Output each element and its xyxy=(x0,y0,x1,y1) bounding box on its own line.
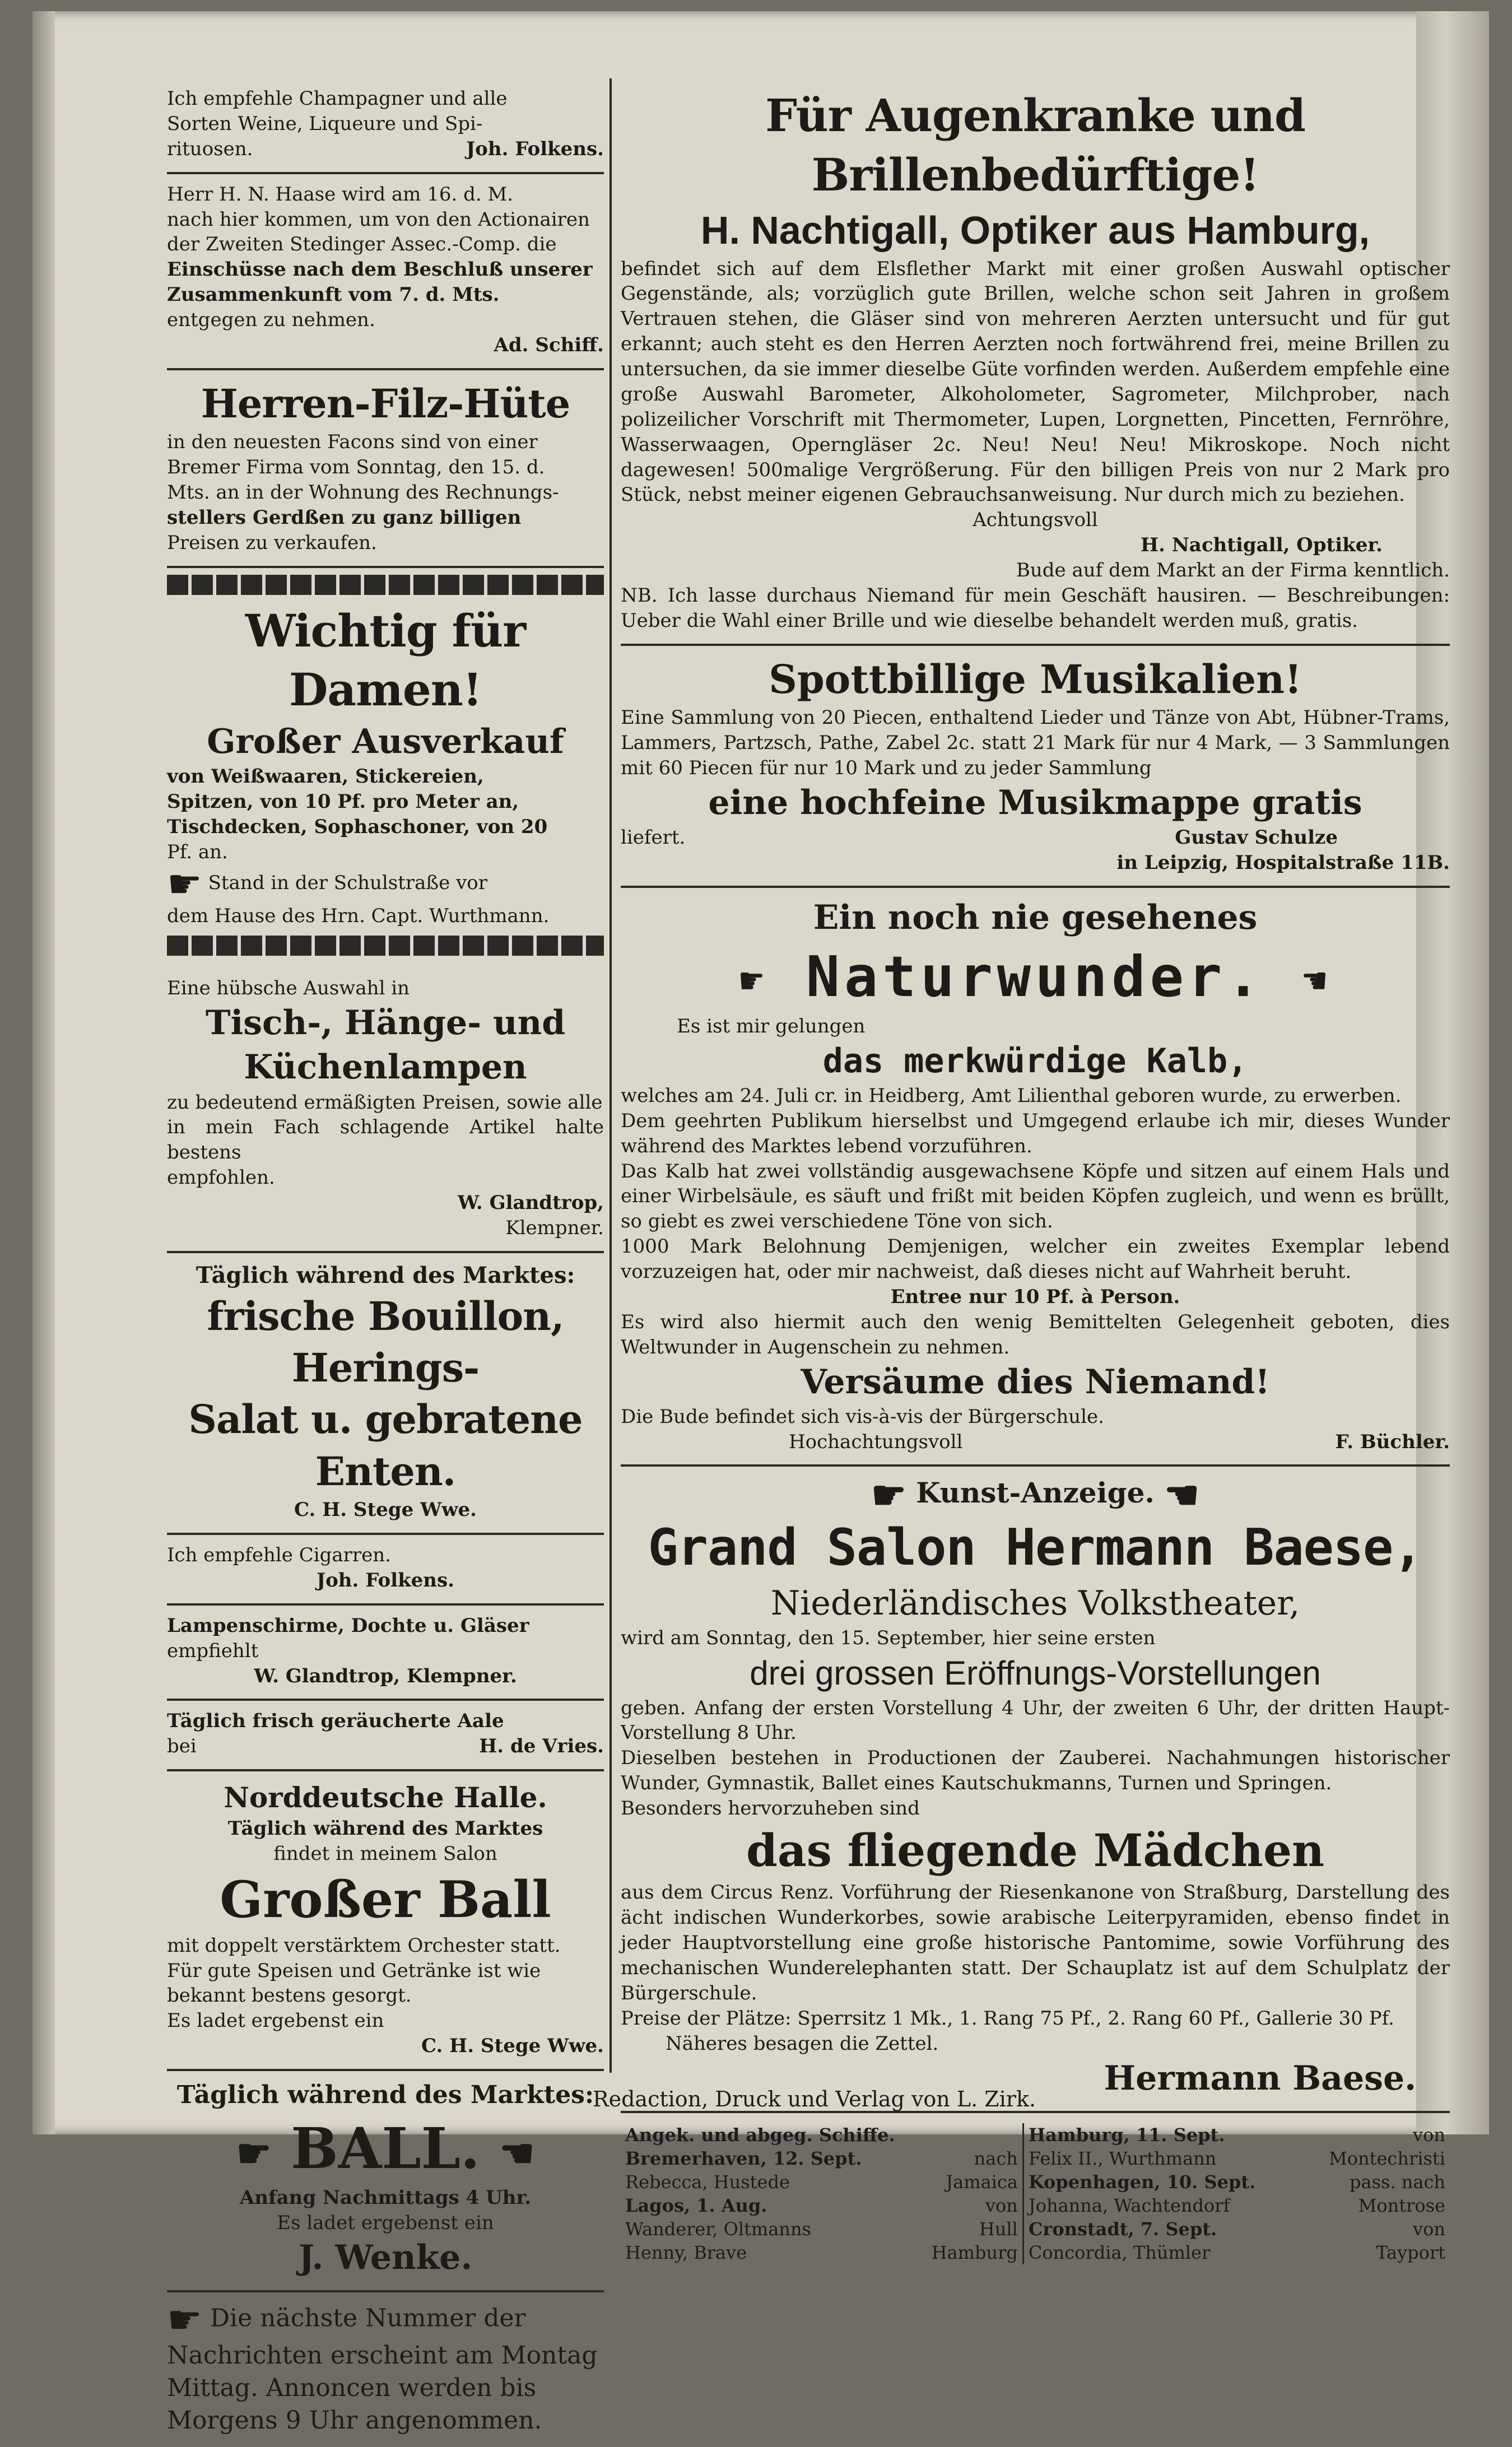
table-cell: Lagos, 1. Aug. xyxy=(625,2194,767,2216)
table-row xyxy=(621,2123,1450,2147)
pointing-hand-icon: ☛ xyxy=(236,2130,272,2177)
text-line: findet in meinem Salon xyxy=(273,1843,497,1865)
table-cell: nach xyxy=(910,2147,1023,2170)
signature: Gustav Schulze xyxy=(1175,826,1338,849)
pointing-hand-icon: ☛ xyxy=(167,861,202,908)
ad-heading: Täglich während des Marktes xyxy=(227,1817,543,1840)
text-line: Mittag. Annoncen werden bis xyxy=(167,2374,537,2403)
ad-title: Herren-Filz-Hüte xyxy=(201,380,570,427)
text-line: zu bedeutend ermäßigten Preisen, sowie alle xyxy=(167,1091,603,1114)
text-line: Täglich frisch geräucherte Aale xyxy=(167,1710,504,1733)
text-line: Mts. an in der Wohnung des Rechnungs- xyxy=(167,481,559,504)
column-divider xyxy=(610,78,612,2073)
text-line xyxy=(167,137,604,162)
text-line: Morgens 9 Uhr angenommen. xyxy=(167,2406,542,2435)
text-line: Ich empfehle Champagner und alle xyxy=(167,87,508,110)
address: in Leipzig, Hospitalstraße 11B. xyxy=(1116,851,1450,874)
text-line: in mein Fach schlagende Artikel halte bestens xyxy=(167,1116,604,1164)
body-text: Besonders hervorzuheben sind xyxy=(621,1797,920,1820)
ad-heading-text: Kunst-Anzeige. xyxy=(916,1476,1155,1510)
imprint-footer: Redaction, Druck und Verlag von L. Zirk. xyxy=(593,2087,1036,2111)
pointing-hand-icon: ☛ xyxy=(871,1472,906,1519)
ad-natural-wonder xyxy=(621,888,1450,1467)
text-line: stellers Gerdßen zu ganz billigen xyxy=(167,506,522,529)
text-line: Es ladet ergebenst ein xyxy=(277,2212,494,2234)
text-line: Die nächste Nummer der xyxy=(210,2304,526,2333)
table-cell: Wanderer, Oltmanns xyxy=(625,2218,811,2240)
text-line: Preise der Plätze: Sperrsitz 1 Mk., 1. Rang 75 Pf., 2. Rang 60 Pf., Gallerie 30 Pf. xyxy=(621,2007,1394,2030)
text-line xyxy=(167,2297,604,2343)
text-line: empfiehlt xyxy=(167,1639,259,1662)
text-line: Es ladet ergebenst ein xyxy=(167,2009,384,2032)
notice-next-issue xyxy=(167,2292,604,2447)
text-line: von Weißwaaren, Stickereien, xyxy=(167,765,484,788)
ad-music xyxy=(621,646,1450,888)
table-cell: Tayport xyxy=(1376,2241,1445,2263)
book-binding xyxy=(32,11,55,2134)
ad-title-text: BALL. xyxy=(291,2115,480,2182)
ad-subtitle: H. Nachtigall, Optiker aus Hamburg, xyxy=(700,208,1370,253)
text-line: Lampenschirme, Dochte u. Gläser xyxy=(167,1614,529,1637)
body-text: Es wird also hiermit auch den wenig Bemittelten Gelegenheit geboten, dies Weltwunder in Augenschein zu nehmen. xyxy=(621,1310,1450,1359)
ad-title: frische Bouillon, Herings- xyxy=(207,1292,564,1391)
table-cell: pass. nach xyxy=(1350,2171,1445,2193)
text-line: Für gute Speisen und Getränke ist wie xyxy=(167,1959,541,1982)
pointing-hand-icon: ☛ xyxy=(739,957,768,1004)
ad-norddeutsche-halle xyxy=(167,1771,604,2071)
text-line: Preisen zu verkaufen. xyxy=(167,531,377,554)
ad-title: Tisch-, Hänge- und xyxy=(205,1003,566,1043)
ad-lampshades xyxy=(167,1606,604,1701)
table-cell: Concordia, Thümler xyxy=(1028,2241,1211,2263)
table-cell: Hamburg xyxy=(910,2241,1023,2264)
text-line: Stand in der Schulstraße vor xyxy=(208,872,488,895)
table-cell: Cronstadt, 7. Sept. xyxy=(1028,2218,1217,2240)
table-cell: Montrose xyxy=(1358,2194,1445,2216)
signature: W. Glandtrop, xyxy=(458,1192,604,1215)
body-text: Das Kalb hat zwei vollständig ausgewachsene Köpfe und sitzen auf einem Hals und einer Wirbelsäule, es säuft und frißt mit beiden Köpfen zugleich, und wenn es brüllt, so giebt es zwei verschiedene Töne von sich. xyxy=(621,1160,1450,1233)
pointing-hand-icon: ☛ xyxy=(167,2297,202,2343)
text-line: entgegen zu nehmen. xyxy=(167,309,375,331)
text-line xyxy=(167,1734,604,1759)
signature: Klempner. xyxy=(505,1216,604,1239)
signature: H. Nachtigall, Optiker. xyxy=(1140,534,1383,557)
ad-title: Spottbillige Musikalien! xyxy=(769,655,1302,703)
ships-heading: Angek. und abgeg. Schiffe. xyxy=(621,2123,1023,2147)
text-line: nach hier kommen, um von den Actionairen xyxy=(167,208,590,231)
right-column xyxy=(621,78,1450,2264)
table-cell: Johanna, Wachtendorf xyxy=(1028,2194,1230,2216)
text-line: empfohlen. xyxy=(167,1166,275,1189)
text-line: Anfang Nachmittags 4 Uhr. xyxy=(239,2187,532,2209)
ad-lamps xyxy=(167,968,604,1253)
table-cell: Montechristi xyxy=(1328,2147,1445,2169)
body-text: Eine Sammlung von 20 Piecen, enthaltend Lieder und Tänze von Abt, Hübner-Trams, Lammers, Partzsch, Pathe, Zabel 2c. statt 21 Mark für nur 4 Mark, — 3 Sammlungen mit 60 Piecen für nur 10 Mark und zu jeder Sammlung xyxy=(621,706,1450,779)
table-cell: Bremerhaven, 12. Sept. xyxy=(625,2147,862,2169)
table-cell: Jamaica xyxy=(910,2170,1023,2194)
text-line xyxy=(621,1430,1450,1455)
ad-subtitle: Versäume dies Niemand! xyxy=(801,1362,1270,1402)
pointing-hand-icon: ☚ xyxy=(499,2130,535,2177)
ad-hats xyxy=(167,370,604,568)
signature: Joh. Folkens. xyxy=(466,137,604,160)
table-cell: Hamburg, 11. Sept. xyxy=(1028,2124,1225,2146)
body-text: aus dem Circus Renz. Vorführung der Riesenkanone von Straßburg, Darstellung des ächt indischen Wunderkorbes, sowie arabische Leiterpyramiden, ebenso findet in jeder Hauptvorstellung eine große historische Pantomime, sowie Vorführung des mechanischen Wunderelephanten statt. Der Schauplatz ist auf dem Schulplatz der Bürgerschule. xyxy=(621,1881,1450,2004)
ad-subtitle: Großer Ausverkauf xyxy=(207,722,564,761)
ad-title-text: Naturwunder. xyxy=(806,943,1265,1009)
left-column xyxy=(167,78,604,2447)
table-row xyxy=(621,2241,1450,2264)
decorative-border xyxy=(167,575,604,595)
ad-title: Für Augenkranke und Brillenbedürftige! xyxy=(765,89,1305,201)
table-cell: Felix II., Wurthmann xyxy=(1028,2147,1217,2169)
ships-table xyxy=(621,2113,1450,2264)
table-cell: Rebecca, Hustede xyxy=(625,2171,790,2193)
text-line: Hochachtungsvoll xyxy=(789,1430,963,1453)
table-cell: von xyxy=(1413,2124,1445,2146)
text-line: NB. Ich lasse durchaus Niemand für mein Geschäft hausiren. — Beschreibungen: Ueber die Wahl einer Brille und wie dieselbe behandelt werden muß, gratis. xyxy=(621,584,1450,632)
ad-subtitle: das merkwürdige Kalb, xyxy=(822,1041,1248,1081)
table-cell: Henny, Brave xyxy=(625,2241,747,2263)
signature: C. H. Stege Wwe. xyxy=(421,2035,604,2058)
table-cell: von xyxy=(910,2194,1023,2217)
body-text: Dem geehrten Publikum hierselbst und Umgegend erlaube ich mir, dieses Wunder während des Marktes lebend vorzuführen. xyxy=(621,1109,1450,1157)
text-line: bekannt bestens gesorgt. xyxy=(167,1984,412,2007)
signature: Hermann Baese. xyxy=(1104,2058,1416,2098)
text-line: Pf. an. xyxy=(167,840,228,863)
text-line: Ich empfehle Cigarren. xyxy=(167,1544,391,1566)
text-line: Bude auf dem Markt an der Firma kenntlich. xyxy=(1016,559,1450,582)
ad-heading: Täglich während des Marktes: xyxy=(176,2081,594,2110)
signature: Ad. Schiff. xyxy=(494,333,604,356)
ad-title: Grand Salon Hermann Baese, xyxy=(648,1518,1423,1578)
body-text: 1000 Mark Belohnung Demjenigen, welcher ein zweites Exemplar lebend vorzuzeigen hat, oder mir nachweist, daß dieses nicht auf Wahrheit beruht. xyxy=(621,1235,1450,1283)
signature: F. Büchler. xyxy=(1335,1430,1450,1453)
ad-title: Großer Ball xyxy=(220,1869,551,1929)
text-line: Sorten Weine, Liqueure und Spi- xyxy=(167,112,483,135)
ad-folkens-cigars xyxy=(167,1535,604,1606)
text-line: der Zweiten Stedinger Assec.-Comp. die xyxy=(167,233,557,256)
ad-subtitle: das fliegende Mädchen xyxy=(746,1823,1325,1877)
table-row xyxy=(621,2147,1450,2170)
pointing-hand-icon: ☚ xyxy=(1164,1472,1199,1519)
ad-folkens-wine xyxy=(167,78,604,174)
ad-subtitle: drei grossen Eröffnungs-Vorstellungen xyxy=(750,1654,1321,1692)
signature: J. Wenke. xyxy=(298,2237,473,2277)
ad-title xyxy=(621,940,1450,1014)
text-line: Eine hübsche Auswahl in xyxy=(167,977,410,1000)
ships-grid xyxy=(621,2123,1450,2264)
text-line: dem Hause des Hrn. Capt. Wurthmann. xyxy=(167,905,550,928)
ad-title: Norddeutsche Halle. xyxy=(224,1781,547,1815)
body-text: welches am 24. Juli cr. in Heidberg, Amt Lilienthal geboren wurde, zu erwerben. xyxy=(621,1084,1402,1107)
text-line: Die Bude befindet sich vis-à-vis der Bürgerschule. xyxy=(621,1405,1104,1428)
ad-stege-food xyxy=(167,1253,604,1535)
body-text: geben. Anfang der ersten Vorstellung 4 Uhr, der zweiten 6 Uhr, der dritten Haupt-Vorstellung 8 Uhr. xyxy=(621,1696,1450,1744)
table-cell: Kopenhagen, 10. Sept. xyxy=(1028,2171,1256,2193)
text-line: Einschüsse nach dem Beschluß unserer xyxy=(167,258,593,281)
table-cell: von xyxy=(1413,2218,1445,2240)
text-line: mit doppelt verstärktem Orchester statt. xyxy=(167,1934,561,1957)
ad-subtitle: Niederländisches Volkstheater, xyxy=(770,1584,1300,1623)
ad-heading: Täglich während des Marktes: xyxy=(196,1262,575,1288)
ad-title: Wichtig für Damen! xyxy=(245,604,526,717)
signature: C. H. Stege Wwe. xyxy=(294,1499,477,1522)
text-line xyxy=(167,861,604,908)
text-line: Zusammenkunft vom 7. d. Mts. xyxy=(167,283,500,306)
ad-wenke-ball xyxy=(167,2071,604,2292)
ad-optician xyxy=(621,78,1450,646)
ad-eels xyxy=(167,1701,604,1771)
text-line: wird am Sonntag, den 15. September, hier seine ersten xyxy=(621,1627,1156,1650)
ad-title xyxy=(167,2111,604,2185)
pointing-hand-icon: ☚ xyxy=(1302,957,1331,1004)
text-line: Achtungsvoll xyxy=(973,509,1098,532)
text-line: Herr H. N. Haase wird am 16. d. M. xyxy=(167,183,514,206)
table-cell: Hull xyxy=(910,2217,1023,2241)
text-line: Näheres besagen die Zettel. xyxy=(666,2032,939,2055)
ad-heading: Ein noch nie gesehenes xyxy=(813,897,1258,937)
signature: Joh. Folkens. xyxy=(317,1569,454,1592)
text-line: Bremer Firma vom Sonntag, den 15. d. xyxy=(167,456,545,479)
signature: H. de Vries. xyxy=(479,1735,604,1758)
text-line: liefert. xyxy=(621,826,686,849)
ad-subtitle: eine hochfeine Musikmappe gratis xyxy=(708,783,1362,822)
newspaper-page xyxy=(32,11,1489,2435)
text-line: Nachrichten erscheint am Montag xyxy=(167,2341,598,2370)
ad-haase xyxy=(167,174,604,370)
text-line: Spitzen, von 10 Pf. pro Meter an, xyxy=(167,790,519,813)
text-line: in den neuesten Facons sind von einer xyxy=(167,431,538,454)
body-text: Dieselben bestehen in Productionen der Zauberei. Nachahmungen historischer Wunder, Gymnastik, Ballet eines Kautschukmanns, Turnen und Springen. xyxy=(621,1747,1450,1795)
decorative-border xyxy=(167,936,604,956)
signature: W. Glandtrop, Klempner. xyxy=(254,1664,517,1687)
text-line: Tischdecken, Sophaschoner, von 20 xyxy=(167,815,548,838)
table-row xyxy=(621,2217,1450,2241)
text-line: Es ist mir gelungen xyxy=(677,1015,866,1038)
table-row xyxy=(621,2170,1450,2194)
ad-grand-salon xyxy=(621,1467,1450,2113)
body-text: befindet sich auf dem Elsflether Markt mit einer großen Auswahl optischer Gegenstände, als; vorzüglich gute Brillen, welche schon seit Jahren in großem Vertrauen stehen, die Gläser sind von mehreren Aerzten untersucht und für gut erkannt; auch steht es den Herren Aerzten noch fortwährend frei, meine Brillen zu untersuchen, da sie immer dieselbe Güte vorfinden werden. Außerdem empfehle eine große Auswahl Barometer, Alkoholometer, Sagrometer, Milchprober, nach polizeilicher Vorschrift mit Thermometer, Lupen, Lorgnetten, Pincetten, Fernröhre, Wasserwaagen, Operngläser 2c. Neu! Neu! Neu! Mikroskope. Noch nicht dagewesen! 500malige Vergrößerung. Für den billigen Preis von nur 2 Mark pro Stück, nebst meiner eigenen Gebrauchsanweisung. Nur durch mich zu beziehen. xyxy=(621,257,1450,506)
ad-heading xyxy=(621,1472,1450,1519)
text-line xyxy=(621,825,1450,850)
ad-title: Küchenlampen xyxy=(244,1048,527,1087)
table-row xyxy=(621,2194,1450,2217)
ad-ladies xyxy=(167,575,604,969)
text-line: Entree nur 10 Pf. à Person. xyxy=(890,1285,1180,1308)
text-line: rituosen. xyxy=(167,137,253,160)
text-line: bei xyxy=(167,1735,197,1758)
ad-title: Salat u. gebratene Enten. xyxy=(188,1396,583,1495)
